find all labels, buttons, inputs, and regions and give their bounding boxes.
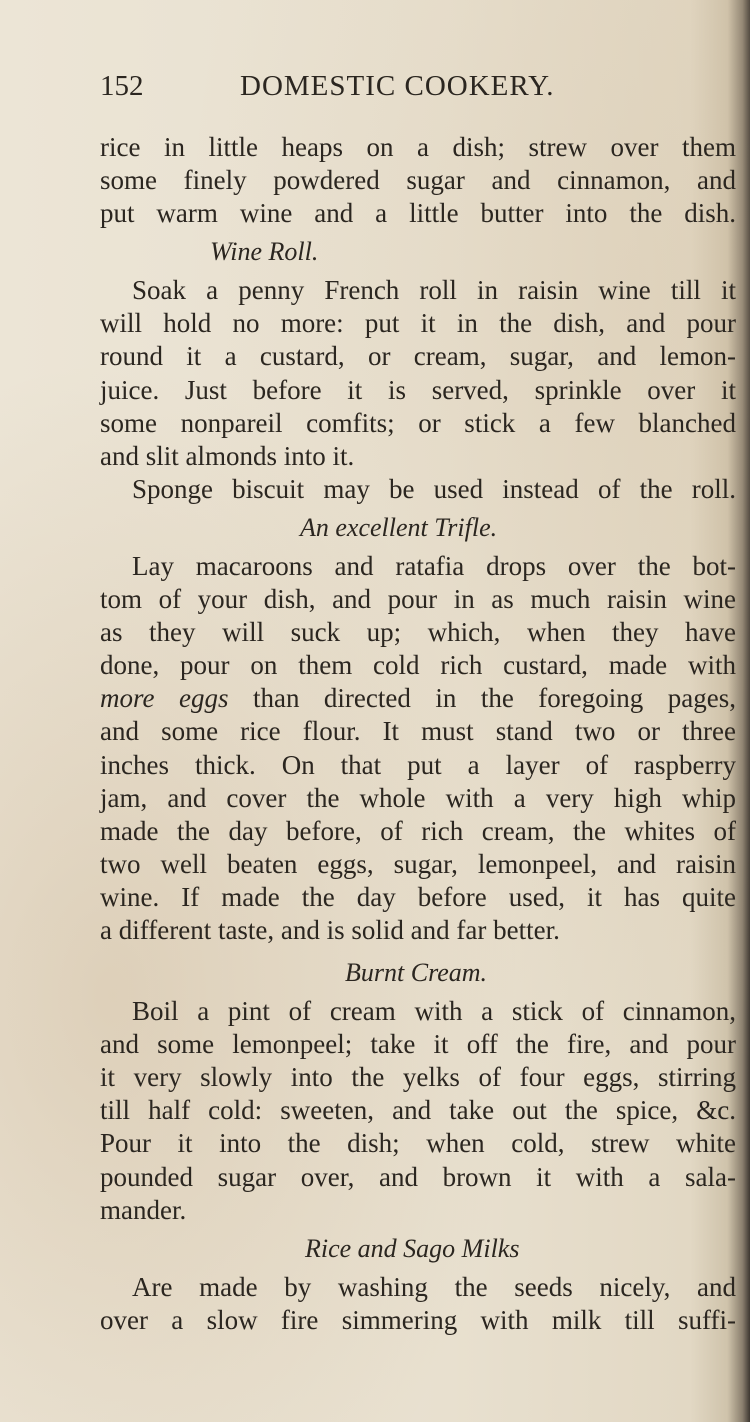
text-line: tom of your dish, and pour in as much raisin wine [100, 584, 736, 615]
text-line: and slit almonds into it. [100, 440, 355, 471]
text-line: two well beaten eggs, sugar, lemonpeel, and raisin [100, 848, 736, 879]
text-line: Boil a pint of cream with a stick of cinnamon, [132, 996, 736, 1027]
text-line: done, pour on them cold rich custard, made with [100, 650, 736, 681]
text-line: round it a custard, or cream, sugar, and lemon- [100, 341, 736, 372]
section-heading-trifle: An excellent Trifle. [300, 512, 498, 542]
text-line: some nonpareil comfits; or stick a few blanched [100, 407, 736, 438]
text-line [100, 682, 736, 715]
text-line: rice in little heaps on a dish; strew over them [100, 132, 736, 162]
text-line: till half cold: sweeten, and take out the spice, &c. [100, 1095, 736, 1126]
text-line: Sponge biscuit may be used instead of the roll. [132, 473, 736, 504]
text-line: Lay macaroons and ratafia drops over the bot- [132, 550, 736, 581]
text-line: wine. If made the day before used, it has quite [100, 881, 736, 912]
text-line: it very slowly into the yelks of four eggs, stirring [100, 1062, 736, 1093]
running-head: DOMESTIC COOKERY. [240, 70, 555, 102]
text-line: and some rice flour. It must stand two or three [100, 716, 736, 747]
text-line: Pour it into the dish; when cold, strew white [100, 1128, 736, 1159]
text-line: as they will suck up; which, when they have [100, 617, 736, 648]
text-line: mander. [100, 1194, 187, 1225]
text-segment: than directed in the foregoing pages, [228, 683, 736, 714]
text-line: and some lemonpeel; take it off the fire, and pour [100, 1029, 736, 1060]
section-heading-burnt-cream: Burnt Cream. [345, 958, 488, 988]
page-header [100, 70, 620, 103]
page-text [100, 131, 736, 1337]
text-line: pounded sugar over, and brown it with a sala- [100, 1161, 736, 1192]
text-line: put warm wine and a little butter into the dish. [100, 198, 736, 229]
section-heading-wine-roll: Wine Roll. [210, 237, 319, 267]
text-line: will hold no more: put it in the dish, and pour [100, 308, 736, 339]
text-line: some finely powdered sugar and cinnamon, and [100, 165, 736, 196]
text-line: jam, and cover the whole with a very high whip [100, 782, 736, 813]
text-line: Are made by washing the seeds nicely, and [132, 1271, 736, 1302]
text-line: over a slow fire simmering with milk till suffi- [100, 1304, 736, 1335]
text-line: Soak a penny French roll in raisin wine till it [132, 275, 736, 306]
page-number: 152 [100, 70, 144, 102]
section-heading-rice-sago: Rice and Sago Milks [305, 1233, 520, 1263]
italic-phrase: more eggs [100, 683, 229, 714]
text-line: a different taste, and is solid and far better. [100, 914, 560, 945]
text-line: made the day before, of rich cream, the whites of [100, 815, 736, 846]
text-line: inches thick. On that put a layer of raspberry [100, 749, 736, 780]
text-line: juice. Just before it is served, sprinkle over it [100, 374, 736, 405]
